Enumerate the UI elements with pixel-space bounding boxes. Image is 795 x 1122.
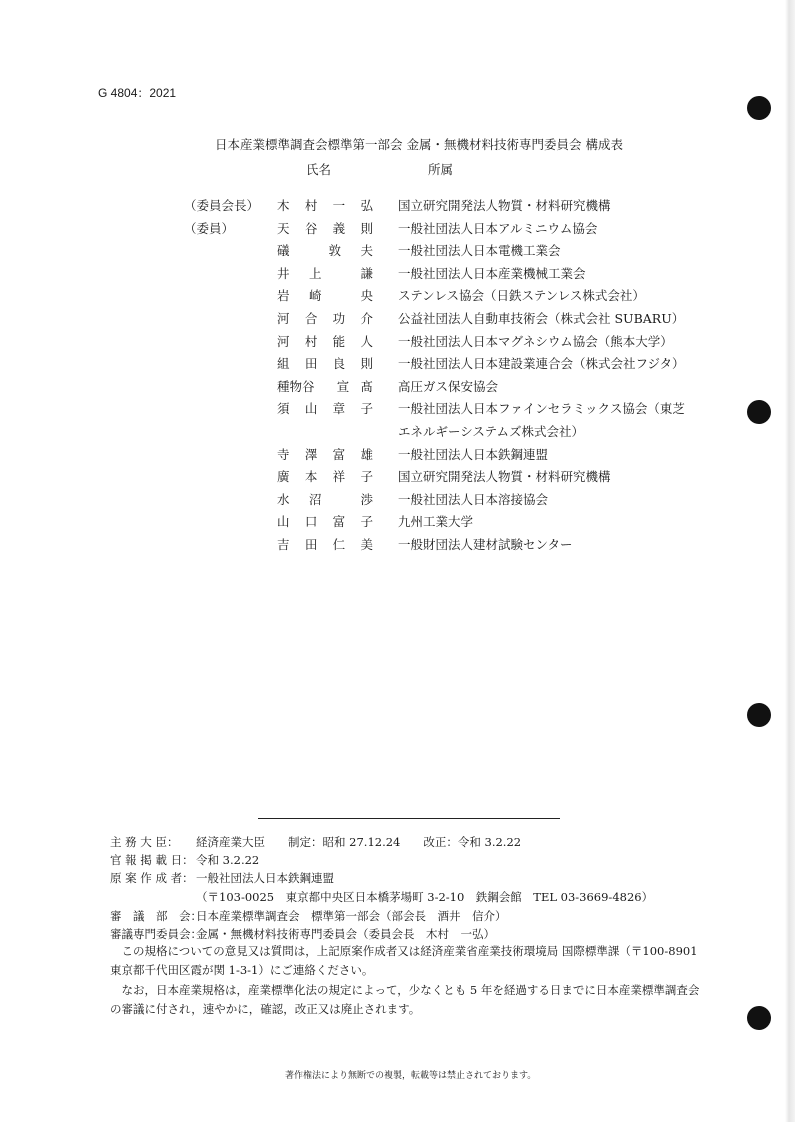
member-name-char: 介 — [360, 311, 373, 326]
member-name-char: 種物谷 — [277, 378, 315, 394]
committee-label: 審議専門委員会： — [110, 927, 202, 941]
member-name-char: 寺 — [277, 446, 290, 462]
gazette-label: 官 報 掲 載 日： — [110, 853, 194, 867]
member-name — [277, 264, 373, 282]
member-name-char: 廣 — [277, 469, 290, 485]
member-affiliation: 公益社団法人自動車技術会（株式会社 SUBARU） — [398, 311, 685, 326]
minister-label: 主 務 大 臣： — [110, 835, 179, 849]
member-name — [277, 490, 373, 508]
member-name — [277, 535, 373, 553]
member-name-char: 天 — [277, 220, 290, 236]
member-affiliation: 高圧ガス保安協会 — [398, 378, 499, 394]
drafter-label: 原 案 作 成 者： — [110, 871, 194, 885]
member-name-char: 祥 — [332, 469, 346, 485]
member-name-char: 水 — [277, 491, 290, 507]
member-name-char: 子 — [360, 514, 373, 530]
member-row — [0, 512, 795, 534]
minister-value: 経済産業大臣 制定：昭和 27.12.24 改正：令和 3.2.22 — [196, 835, 522, 849]
footer-committee-line — [110, 926, 495, 942]
member-name-char: 礒 — [277, 243, 290, 259]
member-name-char: 村 — [304, 333, 318, 349]
member-name-char: 一 — [332, 198, 346, 213]
inquiry-paragraph: この規格についての意見又は質問は，上記原案作成者又は経済産業省産業技術環境局 国際標準課（〒100-8901 東京都千代田区霞が関 1-3-1）にご連絡ください。 — [110, 944, 710, 977]
member-row — [0, 535, 795, 557]
member-name — [277, 399, 373, 417]
drafter-address: （〒103-0025 東京都中央区日本橋茅場町 3-2-10 鉄鋼会館 TEL 03-3669-4826） — [196, 890, 654, 904]
footer-drafter-line — [110, 870, 334, 886]
committee-roster-title: 日本産業標準調査会標準第一部会 金属・無機材料技術専門委員会 構成表 — [215, 137, 623, 152]
member-role: （委員） — [184, 220, 235, 236]
member-name-char: 井 — [277, 265, 290, 281]
member-name-char: 河 — [277, 333, 290, 349]
member-row — [0, 241, 795, 263]
affiliation-column-header: 所属 — [428, 162, 454, 177]
member-affiliation: 一般社団法人日本鉄鋼連盟 — [398, 446, 549, 462]
member-name — [277, 377, 373, 395]
member-row — [0, 354, 795, 376]
member-name-char: 子 — [360, 401, 373, 417]
committee-value: 金属・無機材料技術専門委員会（委員会長 木村 一弘） — [196, 927, 495, 941]
member-name-char: 上 — [309, 265, 322, 281]
member-affiliation: 一般財団法人建材試験センター — [398, 537, 573, 552]
member-row — [0, 196, 795, 218]
member-row — [0, 309, 795, 331]
member-affiliation: 一般社団法人日本アルミニウム協会 — [398, 220, 598, 236]
footer-minister-line — [110, 834, 521, 850]
member-affiliation: 一般社団法人日本溶接協会 — [398, 491, 549, 507]
member-name-char: 吉 — [277, 537, 290, 552]
review-paragraph: なお，日本産業規格は，産業標準化法の規定によって，少なくとも 5 年を経過する日までに日本産業標準調査会の審議に付され，速やかに，確認，改正又は廃止されます。 — [110, 983, 700, 1016]
member-name-char: 岩 — [277, 288, 290, 304]
member-name — [277, 309, 373, 327]
member-name-char: 功 — [332, 311, 346, 326]
member-name-char: 合 — [304, 311, 318, 326]
member-name-char: 富 — [332, 446, 346, 462]
member-name-char: 富 — [332, 514, 346, 530]
member-name-char: 義 — [332, 220, 346, 236]
member-name — [277, 241, 373, 259]
member-name — [277, 354, 373, 372]
page-edge-shadow — [785, 0, 795, 1122]
member-row — [0, 445, 795, 467]
member-name-char: 村 — [304, 198, 318, 213]
member-row — [0, 467, 795, 489]
member-role: （委員会長） — [184, 198, 260, 213]
member-name-char: 謙 — [360, 265, 373, 281]
member-name-char: 木 — [277, 198, 290, 213]
member-name-char: 子 — [360, 469, 373, 485]
member-name-char: 河 — [277, 311, 290, 326]
name-column-header: 氏名 — [306, 162, 332, 177]
council-label: 審 議 部 会： — [110, 909, 202, 923]
member-name-char: 宣 — [336, 378, 350, 394]
member-row — [0, 422, 795, 444]
member-name-char: 則 — [360, 356, 373, 372]
member-row — [0, 332, 795, 354]
binding-hole-4 — [747, 1006, 771, 1030]
member-row — [0, 490, 795, 512]
member-affiliation: 一般社団法人日本建設業連合会（株式会社フジタ） — [398, 356, 685, 372]
member-row — [0, 377, 795, 399]
member-name-char: 澤 — [304, 446, 318, 462]
member-name-char: 崎 — [309, 288, 322, 304]
member-affiliation: 九州工業大学 — [398, 514, 474, 530]
member-row — [0, 264, 795, 286]
member-name-char: 髙 — [360, 378, 373, 394]
member-affiliation: 一般社団法人日本ファインセラミックス協会（東芝 — [398, 401, 685, 417]
member-name-char: 章 — [332, 401, 346, 417]
member-row — [0, 399, 795, 421]
member-name-char: 良 — [332, 356, 346, 372]
member-name — [277, 467, 373, 485]
member-affiliation: エネルギーシステムズ株式会社） — [398, 424, 585, 439]
member-name-char: 能 — [332, 333, 346, 349]
member-name-char: 美 — [360, 537, 373, 552]
member-name-char: 組 — [277, 356, 290, 372]
member-affiliation: 一般社団法人日本マグネシウム協会（熊本大学） — [398, 333, 673, 349]
member-name — [277, 512, 373, 530]
member-affiliation: 一般社団法人日本電機工業会 — [398, 243, 561, 259]
member-name-char: 仁 — [332, 537, 346, 552]
member-name-char: 央 — [360, 288, 373, 304]
member-affiliation: 国立研究開発法人物質・材料研究機構 — [398, 469, 611, 485]
member-affiliation: 国立研究開発法人物質・材料研究機構 — [398, 198, 611, 213]
member-name — [277, 286, 373, 304]
member-name-char: 田 — [304, 356, 318, 372]
drafter-value: 一般社団法人日本鉄鋼連盟 — [196, 871, 334, 885]
council-value: 日本産業標準調査会 標準第一部会（部会長 酒井 信介） — [196, 909, 507, 923]
copyright-notice: 著作権法により無断での複製，転載等は禁止されております。 — [285, 1071, 537, 1081]
footer-divider — [258, 818, 560, 819]
member-name-char: 人 — [360, 333, 373, 349]
member-row — [0, 219, 795, 241]
member-name — [277, 332, 373, 350]
member-name-char: 夫 — [360, 243, 373, 259]
member-name-char: 谷 — [304, 220, 318, 236]
member-name-char: 雄 — [360, 446, 373, 462]
member-name-char: 山 — [304, 401, 318, 417]
gazette-value: 令和 3.2.22 — [196, 853, 260, 867]
member-name — [277, 445, 373, 463]
binding-hole-3 — [747, 703, 771, 727]
footer-council-line — [110, 908, 507, 924]
member-name-char: 口 — [304, 514, 318, 530]
member-name-char: 則 — [360, 220, 373, 236]
footer-gazette-line — [110, 852, 259, 868]
member-name-char: 沼 — [309, 491, 322, 507]
document-code: G 4804：2021 — [98, 86, 177, 100]
member-name-char: 本 — [304, 469, 318, 485]
member-name — [277, 219, 373, 237]
member-affiliation: ステンレス協会（日鉄ステンレス株式会社） — [398, 288, 645, 304]
member-row — [0, 286, 795, 308]
member-name-char: 山 — [277, 514, 290, 530]
member-name-char: 渉 — [360, 491, 373, 507]
member-name-char: 弘 — [360, 198, 373, 213]
member-name-char: 須 — [277, 401, 290, 417]
member-name — [277, 196, 373, 214]
binding-hole-1 — [747, 96, 771, 120]
member-name-char: 田 — [304, 537, 318, 552]
member-affiliation: 一般社団法人日本産業機械工業会 — [398, 265, 586, 281]
member-name-char: 敦 — [328, 243, 341, 259]
